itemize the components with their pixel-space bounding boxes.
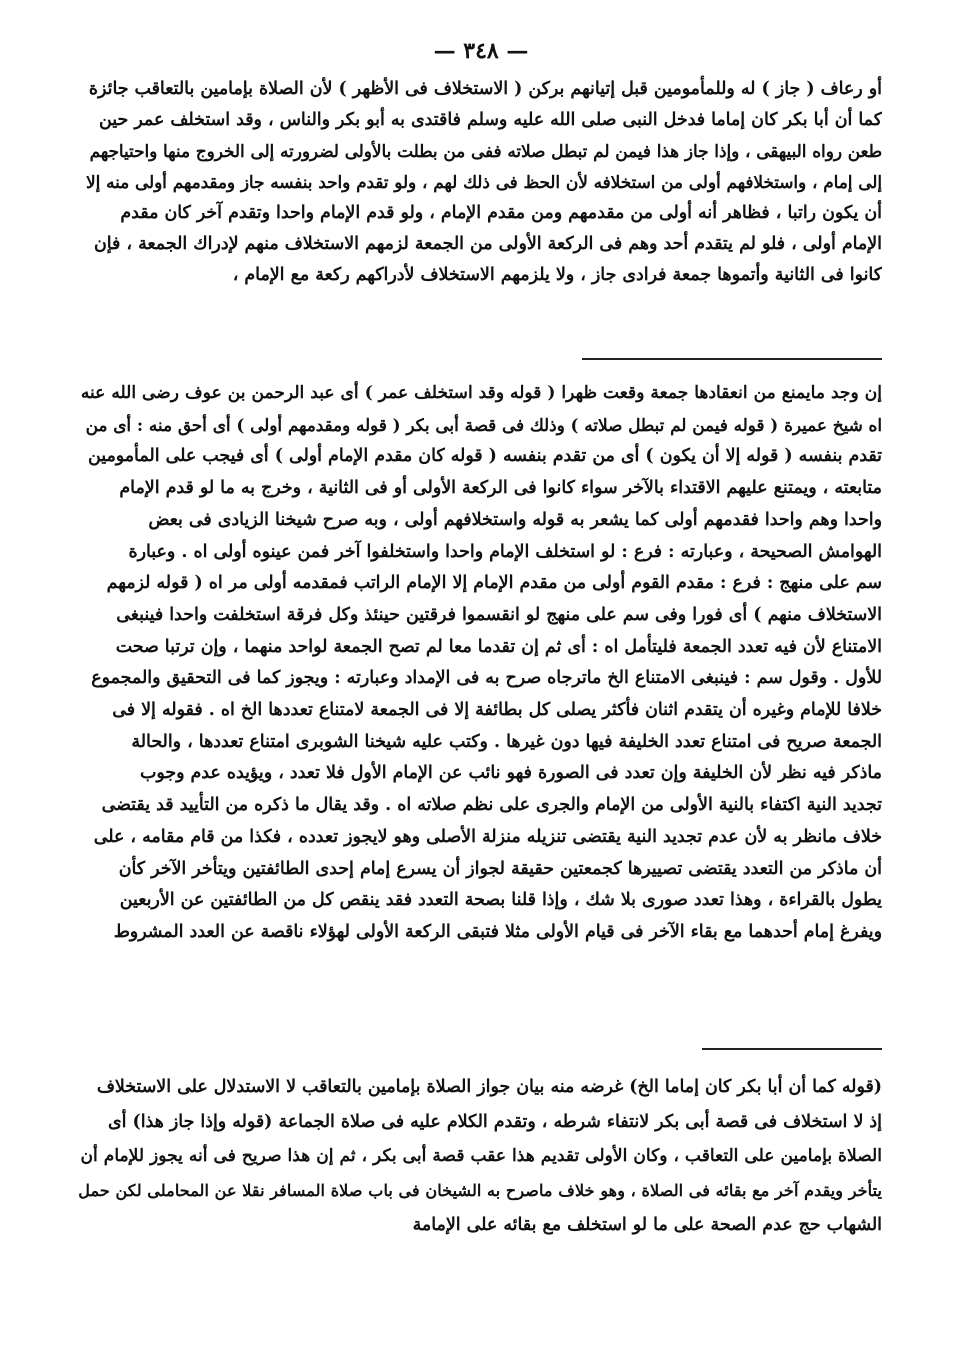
footnote-line: الشهاب حج عدم الصحة على ما لو استخلف مع بقائه على الإمامة (412, 1215, 882, 1235)
main-text (76, 74, 882, 291)
main-line: طعن رواه البيهقى ، وإذا جاز هذا فيمن لم تبطل صلاته ففى من بطلت بالأولى لضرورته إلى الخروج منها واحتياجهم (89, 141, 882, 161)
main-line: الإمام أولى ، فلو لم يتقدم أحد وهم فى الركعة الأولى من الجمعة لزمهم الاستخلاف منهم لإدراك الجمعة ، فإن (93, 234, 882, 254)
commentary-line: متابعته ، ويمتنع عليهم الاقتداء بالآخر سواء كانوا فى الركعة الأولى أو فى الثانية ، وخرج به ما لو قدم الإمام (119, 478, 882, 499)
main-line: كما أن أبا بكر كان إماما فدخل النبى صلى الله عليه وسلم فاقتدى به أبو بكر والناس ، وقد استخلف عمر حين (99, 110, 882, 130)
section-divider (582, 358, 882, 360)
main-line: كانوا فى الثانية وأتموها جمعة فرادى جاز ، ولا يلزمهم الاستخلاف لأدراكهم ركعة مع الإمام ، (232, 265, 882, 285)
commentary-line: الاستخلاف منهم ) أى فورا وفى سم على منهج لو انقسموا فرقتين حينئذ وكل فرقة استخلفت واحدا فينبغى (116, 604, 882, 625)
footnote-divider (702, 1048, 882, 1050)
commentary-line: الامتناع لأن فيه تعدد الجمعة فليتأمل اه : أى ثم إن تقدما معا لم تصح الجمعة لواحد منهما ، وإن ترتبا صحت (115, 636, 882, 657)
commentary-line: تجديد النية اكتفاء بالنية الأولى من الإمام والجرى على نظم صلاته اه . وقد يقال ما ذكره من التأييد قد يقتضى (101, 795, 882, 816)
main-line: أن يكون راتبا ، فظاهر أنه أولى من مقدمهم ومن مقدم الإمام ، ولو قدم الإمام واحدا وتقدم آخر كان مقدم (120, 203, 882, 223)
commentary-line: الجمعة صريح فى امتناع تعدد الخليفة فيها دون غيرها . وكتب عليه شيخنا الشوبرى امتناع تعددها ، والحالة (131, 731, 882, 752)
commentary-line: خلافا للإمام وغيره أن يتقدم اثنان فأكثر يصلى كل بطائفة إلا فى الجمعة لامتناع تعددها الخ اه . فقوله إلا فى (112, 700, 882, 721)
commentary-line: سم على منهج : فرع : مقدم القوم أولى من مقدم الإمام إلا الإمام الراتب فمقدمه أولى مر اه ( قوله لزمهم (106, 573, 882, 594)
commentary-line: تقدم بنفسه ( قوله إلا أن يكون ) أى من تقدم بنفسه ( قوله كان مقدم الإمام أولى ) أى فيجب على المأمومين (87, 446, 882, 467)
footnote-text (76, 1070, 882, 1243)
commentary-line: يطول بالقراءة ، وهذا تعدد صورى بلا شك ، وإذا قلنا بصحة التعدد فقد ينقص كل من الطائفتين عن الأربعين (119, 890, 882, 911)
footnote-line: (قوله كما أن أبا بكر كان إماما الخ) غرضه منه بيان جواز الصلاة بإمامين بالتعاقب لا الاستدلال على الاستخلاف (96, 1077, 882, 1097)
commentary-line: خلاف مانظر به لأن عدم تجديد النية يقتضى تنزيله منزلة الأصلى وهو لايجوز تعدده ، فكذا من قام مقامه ، على (93, 826, 882, 847)
footnote-line: الصلاة بإمامين على التعاقب ، وكان الأولى تقديم هذا عقب قصة أبى بكر ، ثم إن هذا صريح فى أنه يجوز للإمام أن (80, 1146, 882, 1166)
commentary-line: إن وجد مايمنع من انعقادها جمعة وقعت ظهرا ( قوله وقد استخلف عمر ) أى عبد الرحمن بن عوف رضى الله عنه (80, 383, 882, 403)
page-number: — ٣٤٨ — (433, 38, 529, 64)
commentary-line: واحدا وهم واحدا فقدمهم أولى كما يشعر به قوله واستخلافهم أولى ، وبه صرح شيخنا الزيادى فى بعض (148, 509, 882, 530)
commentary-line: ويفرغ إمام أحدهما مع بقاء الآخر فى قيام الأولى مثلا فتبقى الركعة الأولى لهؤلاء ناقصة عن العدد المشروط (113, 921, 882, 942)
commentary-line: أن ماذكر من التعدد يقتضى تصييرها كجمعتين حقيقة لجواز أن يسرع إمام إحدى الطائفتين ويتأخر الآخر كأن (118, 858, 882, 879)
commentary-text (76, 378, 882, 949)
footnote-line: إذ لا استخلاف فى قصة أبى بكر لانتفاء شرطه ، وتقدم الكلام عليه فى صلاة الجماعة (قوله وإذا جاز هذا) أى (107, 1111, 882, 1132)
commentary-line: ماذكر فيه نظر لأن الخليفة وإن تعدد فى الصورة فهو نائب عن الإمام الأول فلا تعدد ، ويؤيده عدم وجوب (139, 763, 882, 784)
commentary-line: للأول . وقول سم : فينبغى الامتناع الخ ماترجاه صرح به فى الإمداد وعبارته : ويجوز كما فى التحقيق والمجموع (91, 668, 882, 689)
footnote-line: يتأخر ويقدم آخر مع بقائه فى الصلاة ، وهو خلاف ماصرح به الشيخان فى باب صلاة المسافر نقلا عن المحاملى لكن حمل (78, 1180, 882, 1200)
commentary-line: اه شيخ عميرة ( قوله فيمن لم تبطل صلاته ) وذلك فى قصة أبى بكر ( قوله ومقدمهم أولى ) أى أحق منه : أى من (85, 414, 882, 435)
commentary-line: الهوامش الصحيحة ، وعبارته : فرع : لو استخلف الإمام واحدا واستخلفوا آخر فمن عينوه أولى اه . وعبارة (128, 541, 882, 562)
main-line: إلى إمام ، واستخلافهم أولى من استخلافه لأن الحظ فى ذلك لهم ، ولو تقدم واحد بنفسه جاز ومقدمهم أولى منه إلا (86, 172, 882, 192)
main-line: أو رعاف ( جاز ) له وللمأمومين قبل إتيانهم بركن ( الاستخلاف فى الأظهر ) لأن الصلاة بإمامين بالتعاقب جائزة (88, 79, 882, 99)
